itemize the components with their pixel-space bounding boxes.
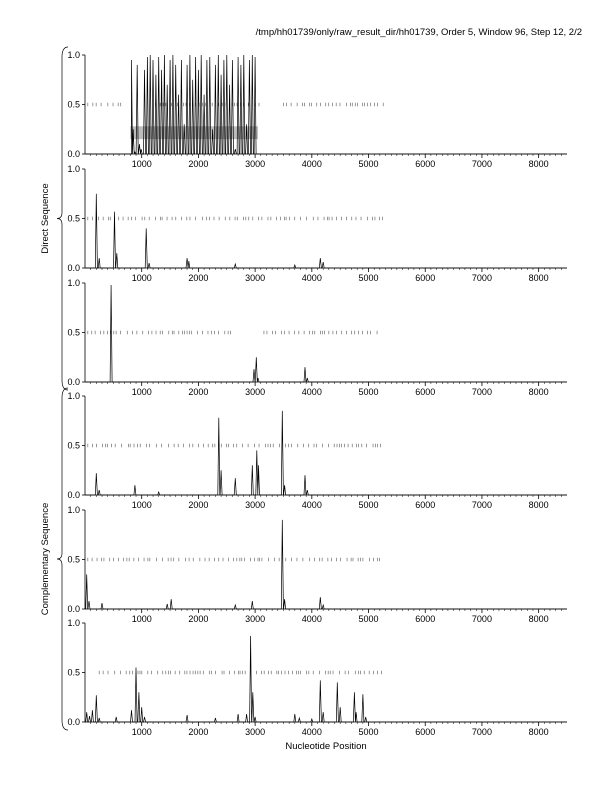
- x-tick-label: 1000: [131, 500, 152, 510]
- y-tick-label: 0.5: [67, 554, 80, 565]
- x-tick-label: 5000: [358, 727, 379, 737]
- y-tick-label: 0.5: [67, 667, 80, 678]
- x-tick-label: 3000: [245, 159, 266, 169]
- x-tick-label: 2000: [188, 727, 209, 737]
- y-tick-label: 0.0: [67, 377, 80, 387]
- y-tick-label: 1.0: [67, 618, 80, 628]
- x-tick-label: 7000: [471, 727, 492, 737]
- x-tick-label: 6000: [415, 500, 436, 510]
- x-tick-label: 6000: [415, 614, 436, 624]
- x-axis-title: Nucleotide Position: [285, 741, 367, 752]
- x-tick-label: 6000: [415, 159, 436, 169]
- y-tick-label: 1.0: [67, 50, 80, 60]
- signal-trace: [85, 636, 567, 722]
- y-tick-label: 1.0: [67, 391, 80, 401]
- page-title: /tmp/hh01739/only/raw_result_dir/hh01739, Order 5, Window 96, Step 12, 2/2: [255, 27, 582, 38]
- y-tick-label: 0.0: [67, 717, 80, 727]
- panel-direct-1: [67, 50, 567, 169]
- x-tick-label: 2000: [188, 500, 209, 510]
- x-tick-label: 3000: [245, 273, 266, 283]
- signal-trace: [85, 194, 567, 268]
- y-tick-label: 0.0: [67, 490, 80, 500]
- x-tick-label: 1000: [131, 159, 152, 169]
- x-tick-label: 8000: [528, 159, 549, 169]
- y-tick-label: 1.0: [67, 505, 80, 515]
- x-tick-label: 8000: [528, 273, 549, 283]
- x-tick-label: 1000: [131, 273, 152, 283]
- x-tick-label: 1000: [131, 387, 152, 397]
- x-tick-label: 5000: [358, 273, 379, 283]
- panel-complement-3: [67, 618, 567, 737]
- y-tick-label: 0.0: [67, 149, 80, 159]
- x-tick-label: 2000: [188, 159, 209, 169]
- x-tick-label: 4000: [301, 387, 322, 397]
- x-tick-label: 8000: [528, 614, 549, 624]
- x-tick-label: 3000: [245, 387, 266, 397]
- x-tick-label: 3000: [245, 727, 266, 737]
- x-tick-label: 7000: [471, 273, 492, 283]
- x-tick-label: 6000: [415, 387, 436, 397]
- x-tick-label: 2000: [188, 614, 209, 624]
- y-tick-label: 0.0: [67, 604, 80, 614]
- signal-trace: [85, 411, 567, 495]
- panel-complement-1: [67, 391, 567, 510]
- x-tick-label: 4000: [301, 500, 322, 510]
- x-tick-label: 3000: [245, 500, 266, 510]
- signal-trace: [85, 520, 567, 609]
- x-tick-label: 7000: [471, 159, 492, 169]
- panel-complement-2: [67, 505, 567, 624]
- x-tick-label: 2000: [188, 273, 209, 283]
- x-tick-label: 7000: [471, 500, 492, 510]
- x-tick-label: 4000: [301, 273, 322, 283]
- x-tick-label: 8000: [528, 727, 549, 737]
- y-tick-label: 0.5: [67, 213, 80, 224]
- panel-direct-3: [67, 278, 567, 397]
- x-tick-label: 7000: [471, 387, 492, 397]
- group-brace: [57, 388, 68, 730]
- y-tick-label: 1.0: [67, 164, 80, 174]
- x-tick-label: 4000: [301, 159, 322, 169]
- x-tick-label: 6000: [415, 273, 436, 283]
- group-label: Direct Sequence: [40, 183, 51, 254]
- y-tick-label: 0.5: [67, 440, 80, 451]
- x-tick-label: 5000: [358, 159, 379, 169]
- y-tick-label: 1.0: [67, 278, 80, 288]
- x-tick-label: 8000: [528, 387, 549, 397]
- signal-trace: [85, 285, 567, 382]
- x-tick-label: 4000: [301, 614, 322, 624]
- x-tick-label: 8000: [528, 500, 549, 510]
- x-tick-label: 1000: [131, 727, 152, 737]
- y-tick-label: 0.0: [67, 263, 80, 273]
- x-tick-label: 4000: [301, 727, 322, 737]
- y-tick-label: 0.5: [67, 99, 80, 110]
- group-label: Complementary Sequence: [40, 502, 51, 616]
- x-tick-label: 1000: [131, 614, 152, 624]
- x-tick-label: 5000: [358, 614, 379, 624]
- x-tick-label: 7000: [471, 614, 492, 624]
- x-tick-label: 2000: [188, 387, 209, 397]
- x-tick-label: 3000: [245, 614, 266, 624]
- x-tick-label: 6000: [415, 727, 436, 737]
- panel-direct-2: [67, 164, 567, 283]
- x-tick-label: 5000: [358, 387, 379, 397]
- y-tick-label: 0.5: [67, 327, 80, 338]
- group-brace: [57, 47, 68, 390]
- x-tick-label: 5000: [358, 500, 379, 510]
